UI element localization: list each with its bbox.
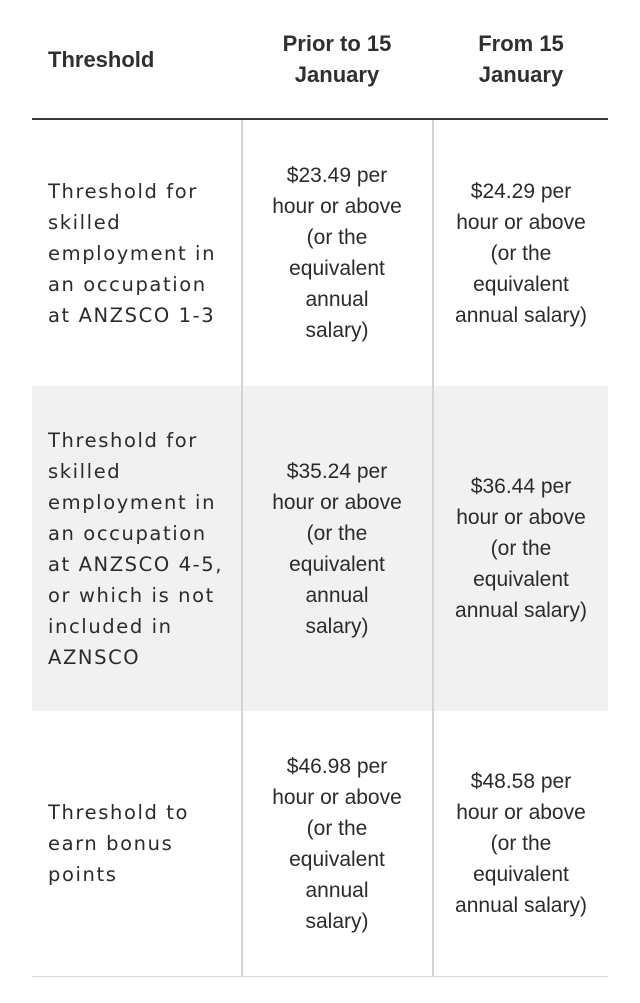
header-from — [434, 0, 608, 118]
header-prior — [242, 0, 432, 118]
column-divider — [432, 120, 434, 977]
prior-value: $35.24 per hour or above (or the equivalent annual salary) — [272, 459, 402, 638]
prior-value: $46.98 per hour or above (or the equivalent annual salary) — [272, 754, 402, 933]
table-header — [32, 0, 608, 120]
table-row — [32, 711, 608, 977]
row-label: Threshold to earn bonus points — [48, 801, 190, 886]
column-divider — [241, 120, 243, 977]
prior-value-cell — [242, 386, 432, 711]
threshold-table — [32, 0, 608, 977]
header-from-label: From 15 January — [478, 31, 564, 87]
table-row — [32, 386, 608, 711]
row-label: Threshold for skilled employment in an occupation at ANZSCO 4-5, or which is not included in AZNSCO — [48, 428, 224, 669]
prior-value-cell — [242, 711, 432, 976]
from-value-cell — [434, 120, 608, 386]
from-value: $48.58 per hour or above (or the equivalent annual salary) — [455, 770, 587, 917]
prior-value: $23.49 per hour or above (or the equivalent annual salary) — [272, 164, 402, 342]
row-label-cell — [48, 120, 238, 386]
header-threshold-label: Threshold — [48, 46, 155, 72]
header-prior-label: Prior to 15 January — [282, 31, 392, 87]
header-threshold — [48, 0, 238, 118]
from-value-cell — [434, 711, 608, 976]
table-row — [32, 120, 608, 386]
row-label: Threshold for skilled employment in an occupation at ANZSCO 1-3 — [48, 179, 217, 327]
from-value-cell — [434, 386, 608, 711]
from-value: $36.44 per hour or above (or the equivalent annual salary) — [455, 475, 587, 622]
row-label-cell — [48, 386, 238, 711]
row-label-cell — [48, 711, 238, 976]
prior-value-cell — [242, 120, 432, 386]
from-value: $24.29 per hour or above (or the equivalent annual salary) — [455, 179, 587, 327]
